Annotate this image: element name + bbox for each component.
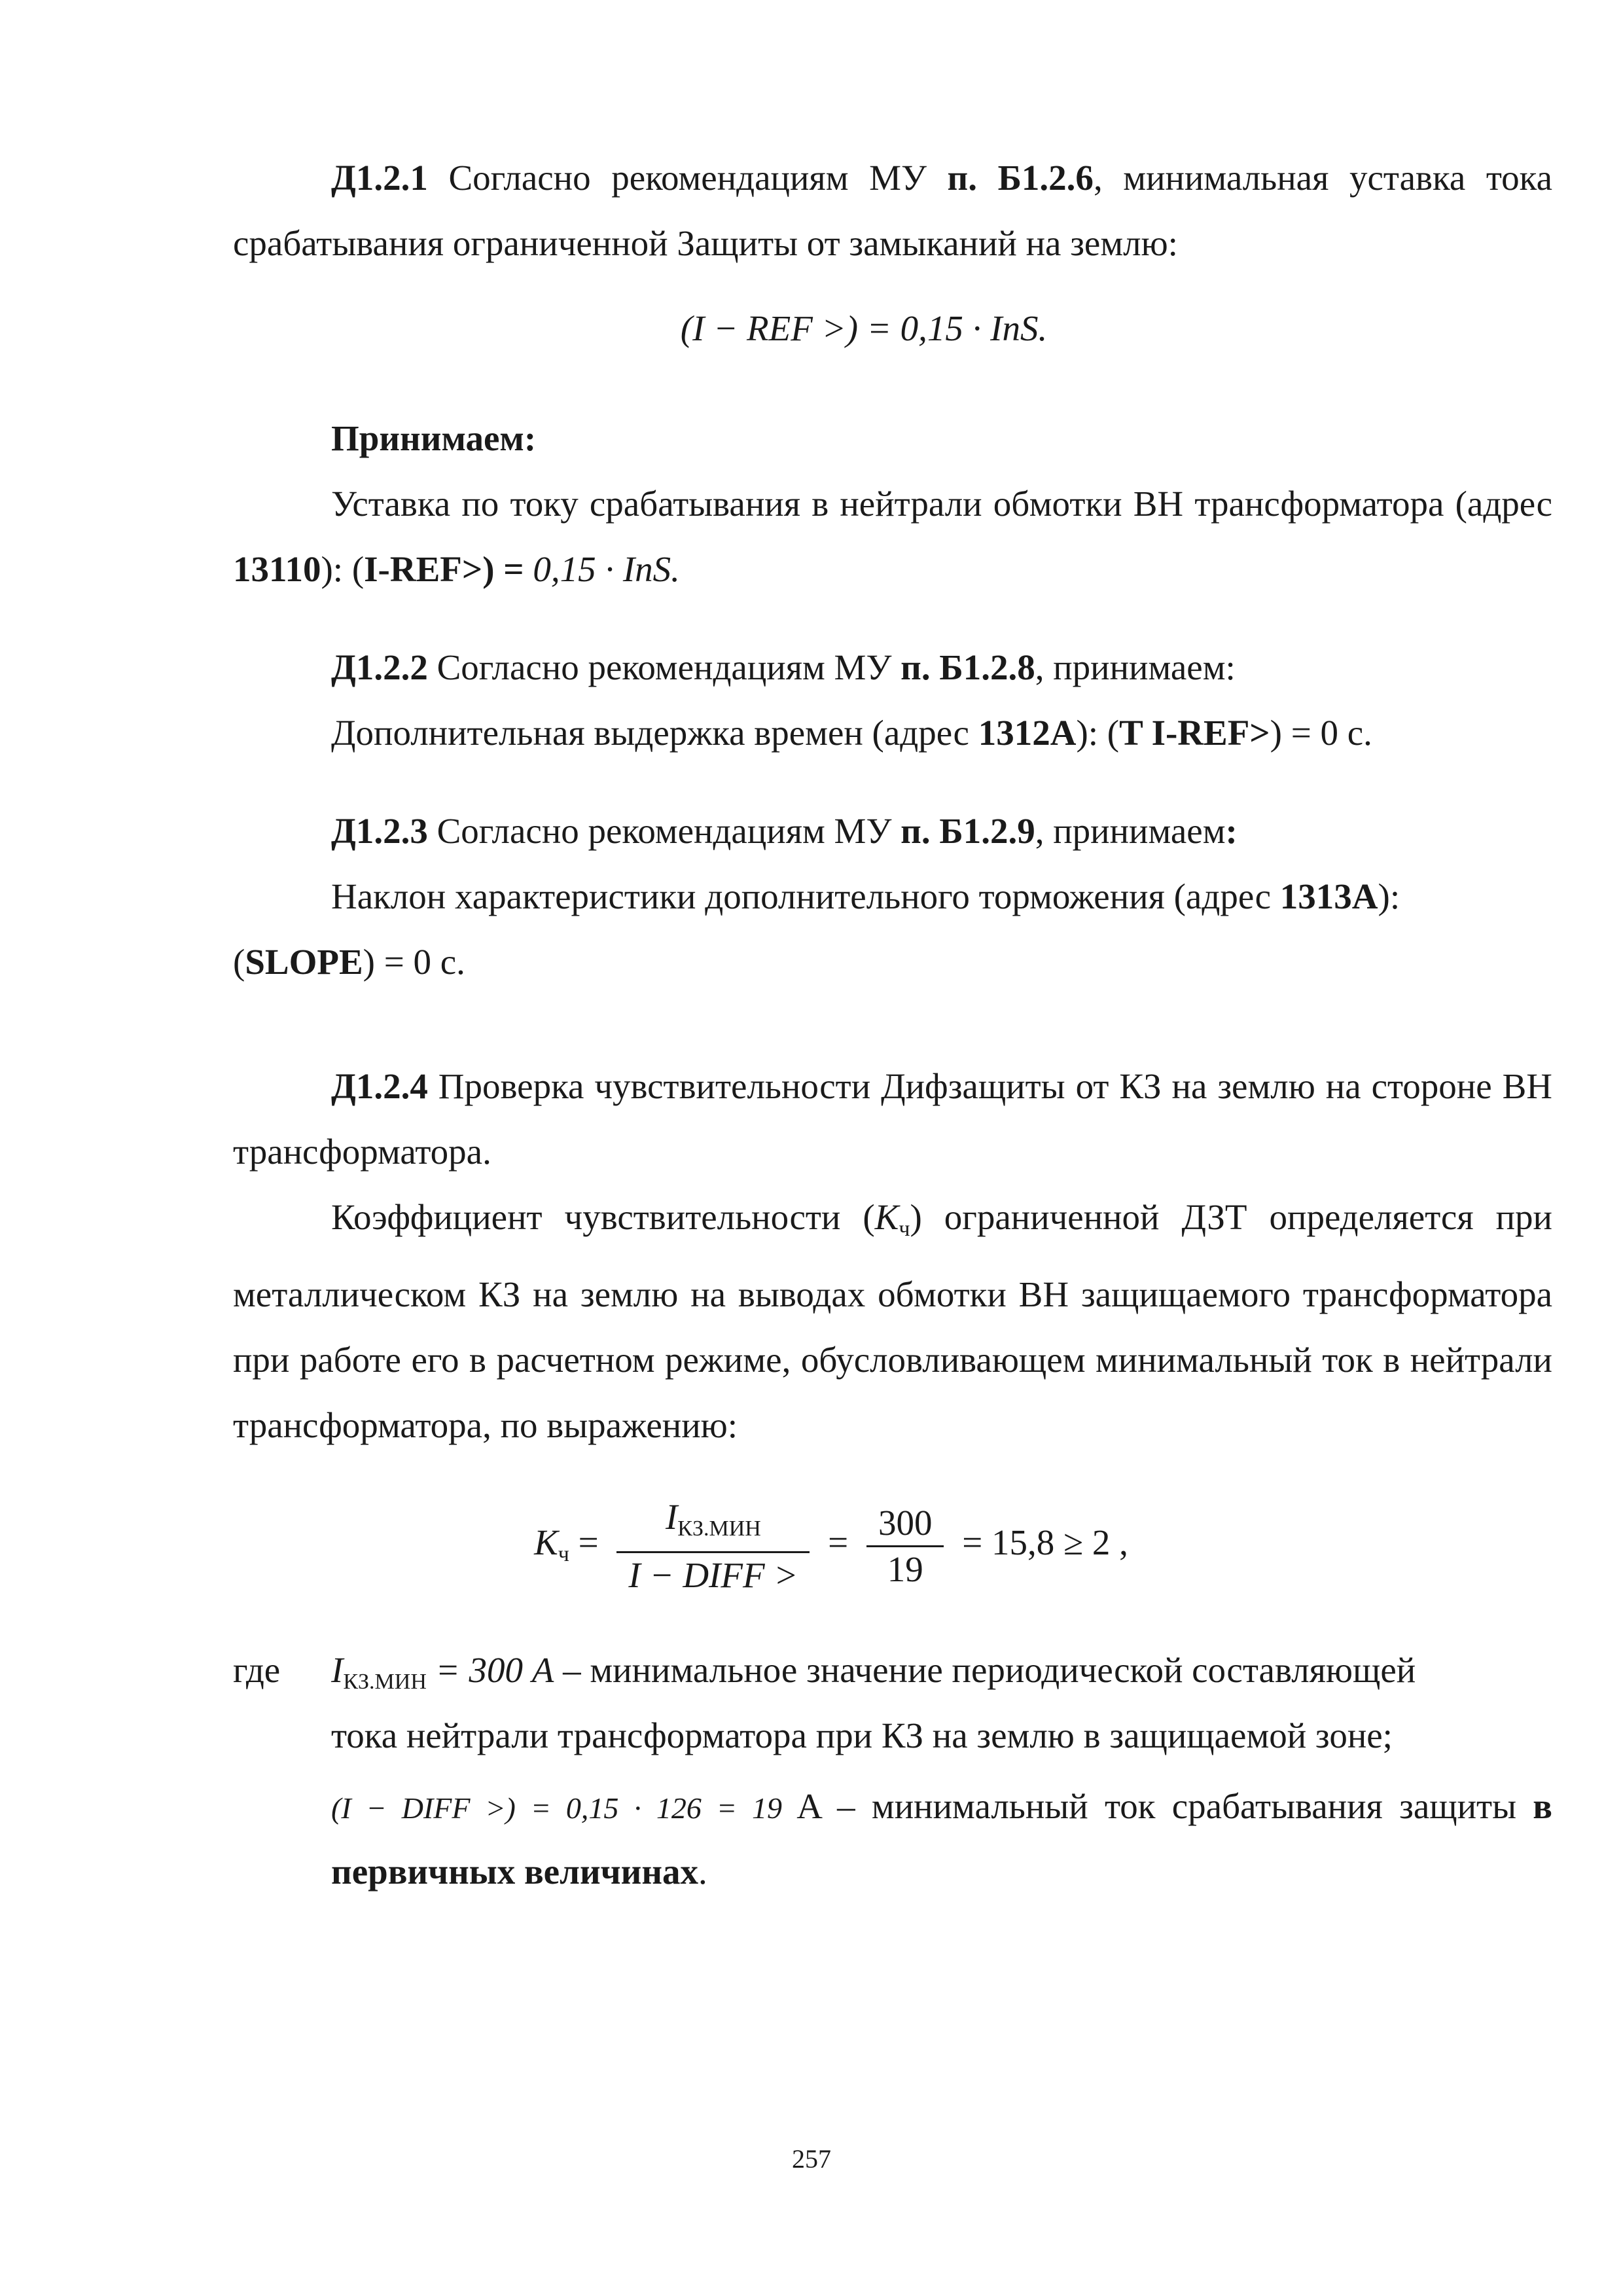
math-subscript: КЗ.МИН xyxy=(343,1670,427,1694)
text: , принимаем: xyxy=(1035,647,1236,687)
parameter: I-REF> xyxy=(364,549,483,589)
section-number: Д1.2.1 xyxy=(331,158,428,198)
text: Согласно рекомендациям МУ xyxy=(427,647,901,687)
page-number: 257 xyxy=(792,2144,831,2174)
text: Уставка по току срабатывания в нейтрали обмотки ВН трансформатора (адрес xyxy=(331,484,1552,524)
where-line4 xyxy=(331,1839,1552,1905)
paragraph-d122-line2 xyxy=(233,700,1552,766)
value: 0,15 · InS. xyxy=(533,549,680,589)
math-subscript: ч xyxy=(558,1542,569,1567)
text: . xyxy=(698,1852,707,1892)
text: Согласно рекомендациям МУ xyxy=(427,158,948,198)
value: = 300 A xyxy=(426,1650,554,1690)
where-label: где xyxy=(233,1650,281,1690)
math-symbol: I xyxy=(665,1497,678,1537)
text: ): ( xyxy=(1076,713,1120,753)
text: Согласно рекомендациям МУ xyxy=(427,811,901,851)
formula-inline: (I − DIFF >) = 0,15 · 126 = 19 xyxy=(331,1791,782,1825)
text: ): xyxy=(1378,876,1400,916)
formula-sensitivity xyxy=(20,1499,1623,1594)
paragraph-d121 xyxy=(233,145,1552,276)
paragraph-d122 xyxy=(233,635,1552,700)
math-subscript: ч xyxy=(899,1217,910,1241)
where-line2: тока нейтрали трансформатора при КЗ на землю в защищаемой зоне; xyxy=(331,1715,1393,1755)
text: Коэффициент чувствительности ( xyxy=(331,1197,875,1237)
equals-sign: = xyxy=(578,1522,599,1563)
accept-heading: Принимаем: xyxy=(331,418,537,458)
section-number: Д1.2.2 xyxy=(331,647,428,687)
fraction-numerator xyxy=(616,1499,810,1553)
section-number: Д1.2.4 xyxy=(331,1066,428,1106)
reference: п. Б1.2.6 xyxy=(947,158,1094,198)
math-symbol: K xyxy=(874,1197,899,1237)
emphasis: первичных величинах xyxy=(331,1852,699,1892)
text: , принимаем xyxy=(1035,811,1226,851)
paragraph-d124 xyxy=(233,1054,1552,1185)
text: Дополнительная выдержка времен (адрес xyxy=(331,713,978,753)
reference: п. Б1.2.8 xyxy=(901,647,1035,687)
text: ) ограниченной ДЗТ определяется при металлическом КЗ на землю на выводах обмотки ВН защищаемого трансформатора при работе его в расчетном режиме, обусловливающем минимальный ток в нейтрали трансформатора, по выражению: xyxy=(233,1197,1552,1445)
where-line3 xyxy=(331,1774,1552,1841)
reference: п. Б1.2.9 xyxy=(901,811,1035,851)
fraction-denominator: I − DIFF > xyxy=(628,1555,798,1595)
text: Наклон характеристики дополнительного торможения (адрес xyxy=(331,876,1280,916)
text: Проверка чувствительности Дифзащиты от КЗ на землю на стороне ВН трансформатора. xyxy=(233,1066,1552,1172)
paragraph-d123-line3 xyxy=(233,929,1552,995)
paragraph-d123 xyxy=(233,798,1552,864)
text: , минимальная уставка тока срабатывания ограниченной Защиты от замыканий на землю: xyxy=(233,158,1552,263)
fraction-denominator: 19 xyxy=(887,1549,923,1589)
paragraph-d124-coef xyxy=(233,1185,1552,1458)
fraction-values xyxy=(866,1505,944,1588)
address: 13110 xyxy=(233,549,321,589)
paragraph-accept xyxy=(233,471,1552,602)
text: : xyxy=(1225,811,1238,851)
address: 1312A xyxy=(978,713,1077,753)
address: 1313A xyxy=(1279,876,1378,916)
parameter: SLOPE xyxy=(245,942,363,982)
text: A – минимальный ток срабатывания защиты xyxy=(781,1786,1533,1826)
formula-result: = 15,8 ≥ 2 , xyxy=(962,1522,1128,1563)
fraction-numerator: 300 xyxy=(866,1505,944,1547)
math-subscript: КЗ.МИН xyxy=(677,1516,761,1541)
math-symbol: K xyxy=(534,1522,558,1563)
text: ( xyxy=(233,942,245,982)
section-number: Д1.2.3 xyxy=(331,811,428,851)
equals-sign: = xyxy=(828,1522,849,1563)
emphasis: в xyxy=(1533,1786,1552,1826)
text: ): ( xyxy=(321,549,365,589)
text: ) = xyxy=(482,549,533,589)
fraction-current xyxy=(616,1499,810,1594)
parameter: T I-REF> xyxy=(1119,713,1270,753)
text: ) = 0 с. xyxy=(1270,713,1372,753)
formula-ref: (I − REF >) = 0,15 · InS. xyxy=(680,308,1048,348)
math-symbol: I xyxy=(331,1650,344,1690)
text: – минимальное значение периодической составляющей xyxy=(554,1650,1416,1690)
text: ) = 0 с. xyxy=(363,942,465,982)
paragraph-d123-line2 xyxy=(233,864,1552,929)
